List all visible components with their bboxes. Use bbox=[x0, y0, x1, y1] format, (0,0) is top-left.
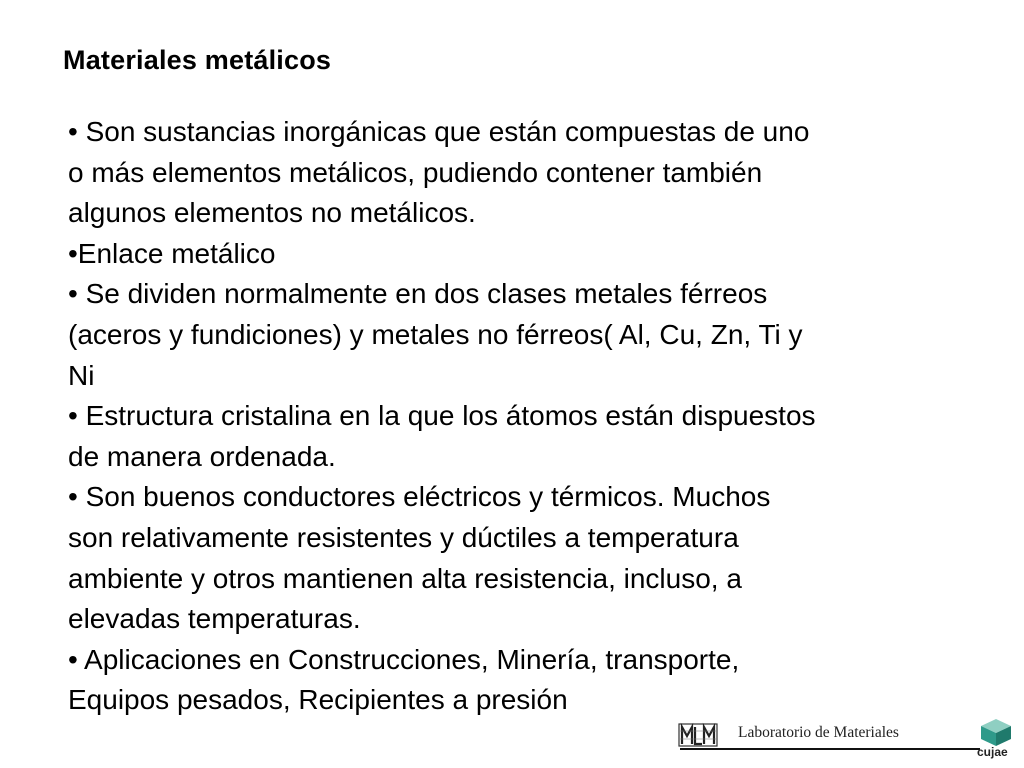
cujae-label: cujae bbox=[977, 745, 1008, 759]
body-line: ambiente y otros mantienen alta resistencia, incluso, a bbox=[68, 562, 742, 594]
body-line: • Son buenos conductores eléctricos y térmicos. Muchos bbox=[68, 481, 771, 513]
lab-name: Laboratorio de Materiales bbox=[738, 724, 899, 741]
slide-body bbox=[68, 112, 993, 721]
lab-logo-icon bbox=[678, 722, 718, 748]
footer-branding bbox=[672, 715, 1024, 768]
slide-title: Materiales metálicos bbox=[63, 45, 332, 75]
footer-divider bbox=[680, 748, 980, 750]
body-line: Ni bbox=[68, 359, 95, 391]
body-line: (aceros y fundiciones) y metales no férreos( Al, Cu, Zn, Ti y bbox=[68, 318, 803, 350]
body-line: • Son sustancias inorgánicas que están compuestas de uno bbox=[68, 116, 810, 147]
body-line: Equipos pesados, Recipientes a presión bbox=[68, 684, 568, 716]
body-line: • Aplicaciones en Construcciones, Minería, transporte, bbox=[68, 643, 740, 675]
body-line: algunos elementos no metálicos. bbox=[68, 197, 476, 229]
cujae-logo-icon bbox=[978, 717, 1014, 747]
body-line: • Se dividen normalmente en dos clases metales férreos bbox=[68, 278, 768, 310]
body-line: •Enlace metálico bbox=[68, 237, 276, 269]
body-line: elevadas temperaturas. bbox=[68, 603, 361, 635]
body-line: son relativamente resistentes y dúctiles a temperatura bbox=[68, 521, 739, 553]
body-line: de manera ordenada. bbox=[68, 440, 336, 472]
body-line: • Estructura cristalina en la que los átomos están dispuestos bbox=[68, 400, 816, 432]
body-line: o más elementos metálicos, pudiendo contener también bbox=[68, 156, 763, 188]
